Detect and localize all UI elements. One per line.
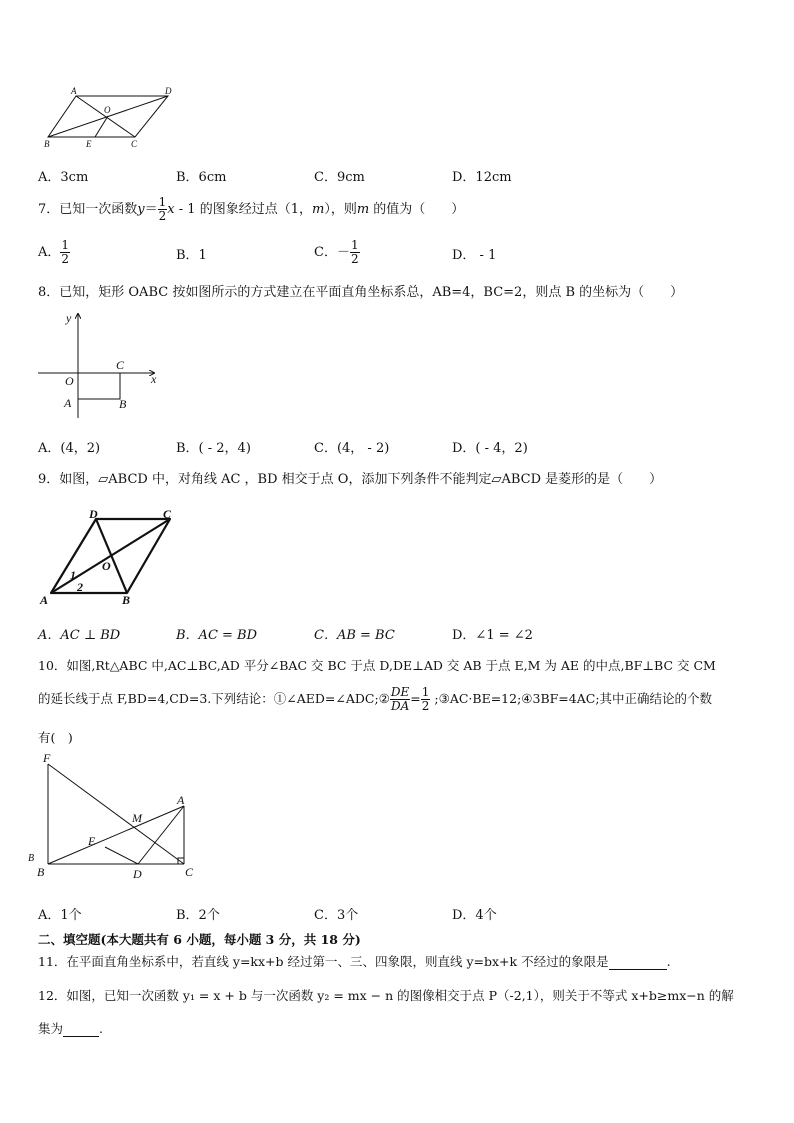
q10-label-m: M bbox=[132, 811, 142, 825]
q10-segment-fc bbox=[48, 764, 184, 864]
q7-option-c-label: C．－ bbox=[314, 245, 350, 260]
q7-option-a-den: 2 bbox=[61, 252, 70, 266]
q10-label-c: C bbox=[185, 865, 194, 879]
q12-end: . bbox=[99, 1021, 103, 1036]
q9-label-o: O bbox=[102, 559, 111, 573]
q12-stem-line1: 12．如图，已知一次函数 y₁ = x + b 与一次函数 y₂ = mx − n 的图像相交于点 P（-2,1），则关于不等式 x+b≥mx−n 的解 bbox=[38, 988, 734, 1003]
q10-stem-line1: 10．如图,Rt△ABC 中,AC⊥BC,AD 平分∠BAC 交 BC 于点 D,DE⊥AD 交 AB 于点 E,M 为 AE 的中点,BF⊥BC 交 CM bbox=[38, 658, 716, 673]
q8-option-b[interactable]: B．( - 2，4) bbox=[176, 441, 251, 456]
q6-diagonal-ac bbox=[76, 96, 135, 137]
q10-label-a: A bbox=[177, 793, 185, 807]
q9-option-a[interactable]: A．AC ⊥ BD bbox=[38, 628, 121, 643]
q8-coordinate-figure bbox=[36, 308, 166, 420]
q12-line2-text: 集为 bbox=[38, 1021, 64, 1036]
q7-option-a-num: 1 bbox=[61, 238, 70, 253]
q6-label-a: A bbox=[71, 86, 77, 96]
q8-rectangle-oabc bbox=[78, 373, 120, 399]
q9-diagonal-bd bbox=[96, 519, 127, 593]
q9-label-a: A bbox=[40, 593, 49, 607]
q10-fraction-de-da bbox=[390, 686, 410, 712]
q7-option-c-den: 2 bbox=[350, 252, 359, 266]
q7-x: x bbox=[167, 202, 175, 217]
q6-option-c[interactable]: C．9cm bbox=[314, 170, 365, 185]
q9-label-d: D bbox=[89, 507, 98, 521]
q10-option-b[interactable]: B．2个 bbox=[176, 908, 220, 923]
q7-tail: ），则 bbox=[324, 202, 357, 217]
section2-title: 二、填空题(本大题共有 6 小题，每小题 3 分，共 18 分) bbox=[38, 932, 361, 947]
q10-option-d[interactable]: D．4个 bbox=[452, 908, 497, 923]
q7-stem bbox=[38, 193, 464, 227]
q8-option-d[interactable]: D．( - 4，2) bbox=[452, 441, 528, 456]
q6-label-e: E bbox=[86, 139, 92, 149]
q6-label-c: C bbox=[131, 139, 138, 149]
q9-label-angle1: 1 bbox=[70, 568, 76, 582]
q7-fraction bbox=[158, 196, 168, 222]
q7-prefix: 7．已知一次函数 bbox=[38, 202, 138, 217]
q8-label-x: x bbox=[151, 372, 157, 386]
q10-triangle-figure bbox=[30, 750, 200, 882]
q6-option-d[interactable]: D．12cm bbox=[452, 170, 512, 185]
q10-label-f: F bbox=[43, 751, 51, 765]
q7-rest: - 1 的图象经过点（1， bbox=[174, 202, 312, 217]
q10-segment-ab bbox=[48, 806, 184, 864]
q10-frac-den: DA bbox=[390, 699, 410, 713]
q10-option-c[interactable]: C．3个 bbox=[314, 908, 359, 923]
q6-parallelogram-figure bbox=[40, 85, 180, 151]
q9-label-b: B bbox=[122, 593, 131, 607]
q7-option-b[interactable]: B．1 bbox=[176, 248, 207, 263]
q6-label-b: B bbox=[44, 139, 50, 149]
q10-half-den: 2 bbox=[421, 699, 430, 713]
q10-label-b: B bbox=[37, 865, 45, 879]
q9-label-c: C bbox=[163, 507, 172, 521]
q9-option-b[interactable]: B．AC = BD bbox=[176, 628, 258, 643]
q9-stem: 9．如图，▱ABCD 中，对角线 AC ，BD 相交于点 O，添加下列条件不能判定▱ABCD 是菱形的是（ ） bbox=[38, 472, 663, 487]
q7-option-c[interactable] bbox=[314, 236, 360, 270]
q12-stem-line2 bbox=[38, 1019, 103, 1037]
q10-stem-line2 bbox=[38, 681, 712, 717]
q6-label-o: O bbox=[104, 105, 111, 115]
q6-label-d: D bbox=[165, 86, 172, 96]
q11-end: . bbox=[666, 954, 671, 969]
q7-option-a-label: A． bbox=[38, 245, 61, 260]
q10-stray-label: B bbox=[28, 853, 35, 864]
q8-option-c[interactable]: C．(4， - 2) bbox=[314, 441, 390, 456]
q11-text: 11．在平面直角坐标系中，若直线 y=kx+b 经过第一、三、四象限，则直线 y=bx+k 不经过的象限是 bbox=[38, 954, 609, 969]
q7-m2: m bbox=[356, 202, 370, 217]
q8-label-b: B bbox=[119, 397, 127, 411]
q10-label-d: D bbox=[133, 867, 142, 881]
q6-option-b[interactable]: B．6cm bbox=[176, 170, 227, 185]
q8-stem: 8．已知，矩形 OABC 按如图所示的方式建立在平面直角坐标系总，AB=4，BC=2，则点 B 的坐标为（ ） bbox=[38, 285, 684, 300]
q10-line2-a: 的延长线于点 F,BD=4,CD=3.下列结论：①∠AED=∠ADC;② bbox=[38, 691, 390, 706]
q9-parallelogram-figure bbox=[36, 507, 186, 610]
q10-line2-b: ;③AC·BE=12;④3BF=4AC;其中正确结论的个数 bbox=[430, 691, 713, 706]
q7-frac-den: 2 bbox=[158, 209, 167, 223]
q10-option-a[interactable]: A．1个 bbox=[38, 908, 82, 923]
q8-label-c: C bbox=[116, 358, 125, 372]
q11-answer-blank[interactable] bbox=[609, 954, 667, 970]
q10-label-e: E bbox=[88, 834, 96, 848]
q7-tail2: 的值为（ ） bbox=[369, 202, 465, 217]
q9-option-c[interactable]: C．AB = BC bbox=[314, 628, 395, 643]
q7-frac-num: 1 bbox=[158, 195, 167, 210]
q8-option-a[interactable]: A．(4，2) bbox=[38, 441, 101, 456]
q7-option-a-fraction bbox=[60, 239, 70, 265]
q6-option-a[interactable]: A．3cm bbox=[38, 170, 89, 185]
q7-eq: ＝ bbox=[144, 202, 158, 217]
q7-option-a[interactable] bbox=[38, 236, 70, 270]
q10-frac-eq: = bbox=[410, 691, 421, 706]
q10-stem-line3: 有( ) bbox=[38, 730, 73, 745]
q8-label-a: A bbox=[64, 396, 72, 410]
q11-stem bbox=[38, 952, 671, 970]
q10-segment-de bbox=[105, 847, 138, 864]
q10-fraction-half bbox=[421, 686, 431, 712]
q7-m: m bbox=[311, 202, 325, 217]
q7-option-c-fraction bbox=[350, 239, 360, 265]
q9-label-angle2: 2 bbox=[77, 580, 83, 594]
q10-frac-num: DE bbox=[390, 685, 410, 700]
q9-option-d[interactable]: D．∠1 = ∠2 bbox=[452, 628, 533, 643]
q8-label-y: y bbox=[66, 311, 72, 325]
q10-half-num: 1 bbox=[421, 685, 430, 700]
q7-option-c-num: 1 bbox=[350, 238, 359, 253]
q12-answer-blank[interactable] bbox=[63, 1021, 99, 1037]
q7-y: y bbox=[137, 202, 145, 217]
q7-option-d[interactable]: D． - 1 bbox=[452, 248, 497, 263]
q8-label-o: O bbox=[65, 374, 74, 388]
